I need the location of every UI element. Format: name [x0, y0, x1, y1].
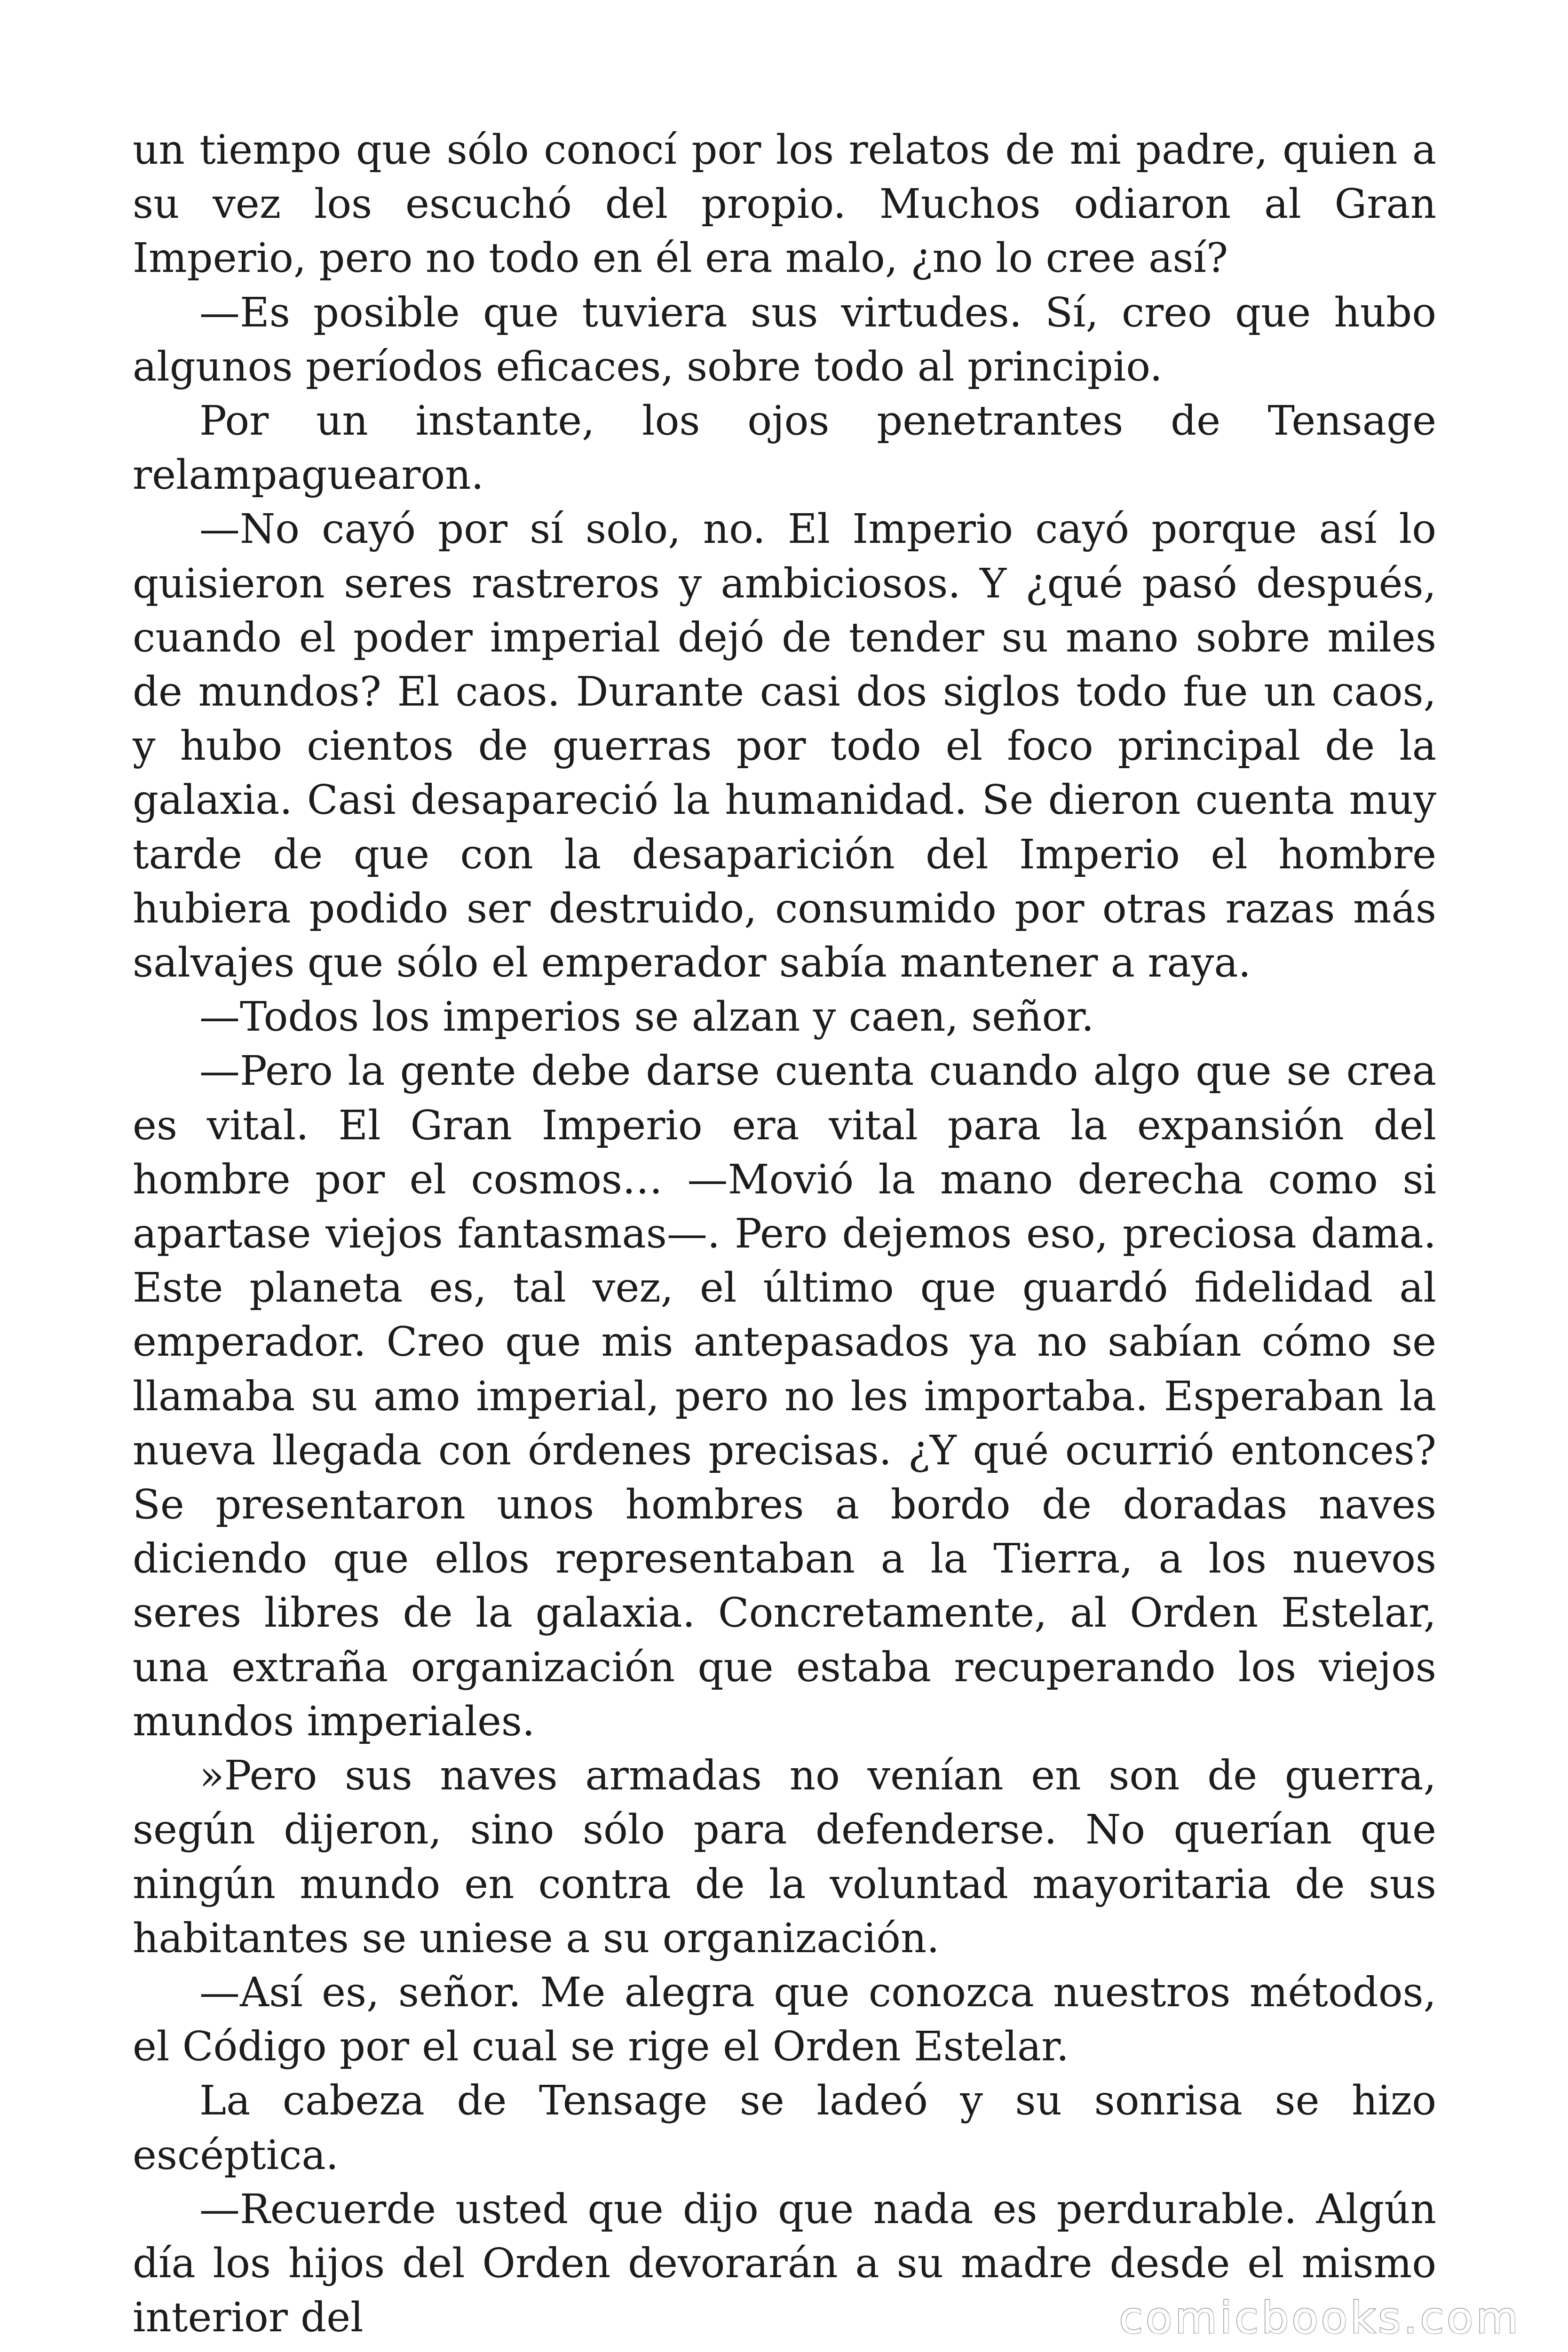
- paragraph-9: La cabeza de Tensage se ladeó y su sonrisa se hizo escéptica.: [133, 2077, 1436, 2179]
- watermark: comicbooks.com: [1119, 2293, 1521, 2343]
- paragraph-7: »Pero sus naves armadas no venían en son de guerra, según dijeron, sino sólo para defenderse. No querían que ningún mundo en contra de la voluntad mayoritaria de sus habitantes se uniese a su organización.: [133, 1752, 1436, 1962]
- body-text: [133, 123, 1436, 2345]
- paragraph-3: Por un instante, los ojos penetrantes de Tensage relampaguearon.: [133, 397, 1436, 499]
- paragraph-2: —Es posible que tuviera sus virtudes. Sí, creo que hubo algunos períodos eficaces, sobre todo al principio.: [133, 289, 1436, 390]
- paragraph-5: —Todos los imperios se alzan y caen, señor.: [199, 993, 1094, 1041]
- paragraph-4: —No cayó por sí solo, no. El Imperio cayó porque así lo quisieron seres rastreros y ambiciosos. Y ¿qué pasó después, cuando el poder imperial dejó de tender su mano sobre miles de mundos? El caos. Durante casi dos siglos todo fue un caos, y hubo cientos de guerras por todo el foco principal de la galaxia. Casi desapareció la humanidad. Se dieron cuenta muy tarde de que con la desaparición del Imperio el hombre hubiera podido ser destruido, consumido por otras razas más salvajes que sólo el emperador sabía mantener a raya.: [133, 506, 1436, 987]
- paragraph-10: —Recuerde usted que dijo que nada es perdurable. Algún día los hijos del Orden devorarán a su madre desde el mismo interior del: [133, 2185, 1436, 2342]
- paragraph-6: —Pero la gente debe darse cuenta cuando algo que se crea es vital. El Gran Imperio era vital para la expansión del hombre por el cosmos… —Movió la mano derecha como si apartase viejos fantasmas—. Pero dejemos eso, preciosa dama. Este planeta es, tal vez, el último que guardó fidelidad al emperador. Creo que mis antepasados ya no sabían cómo se llamaba su amo imperial, pero no les importaba. Esperaban la nueva llegada con órdenes precisas. ¿Y qué ocurrió entonces? Se presentaron unos hombres a bordo de doradas naves diciendo que ellos representaban a la Tierra, a los nuevos seres libres de la galaxia. Concretamente, al Orden Estelar, una extraña organización que estaba recuperando los viejos mundos imperiales.: [133, 1048, 1436, 1745]
- paragraph-1: un tiempo que sólo conocí por los relatos de mi padre, quien a su vez los escuchó del propio. Muchos odiaron al Gran Imperio, pero no todo en él era malo, ¿no lo cree así?: [133, 127, 1436, 282]
- paragraph-8: —Así es, señor. Me alegra que conozca nuestros métodos, el Código por el cual se rige el Orden Estelar.: [133, 1969, 1436, 2071]
